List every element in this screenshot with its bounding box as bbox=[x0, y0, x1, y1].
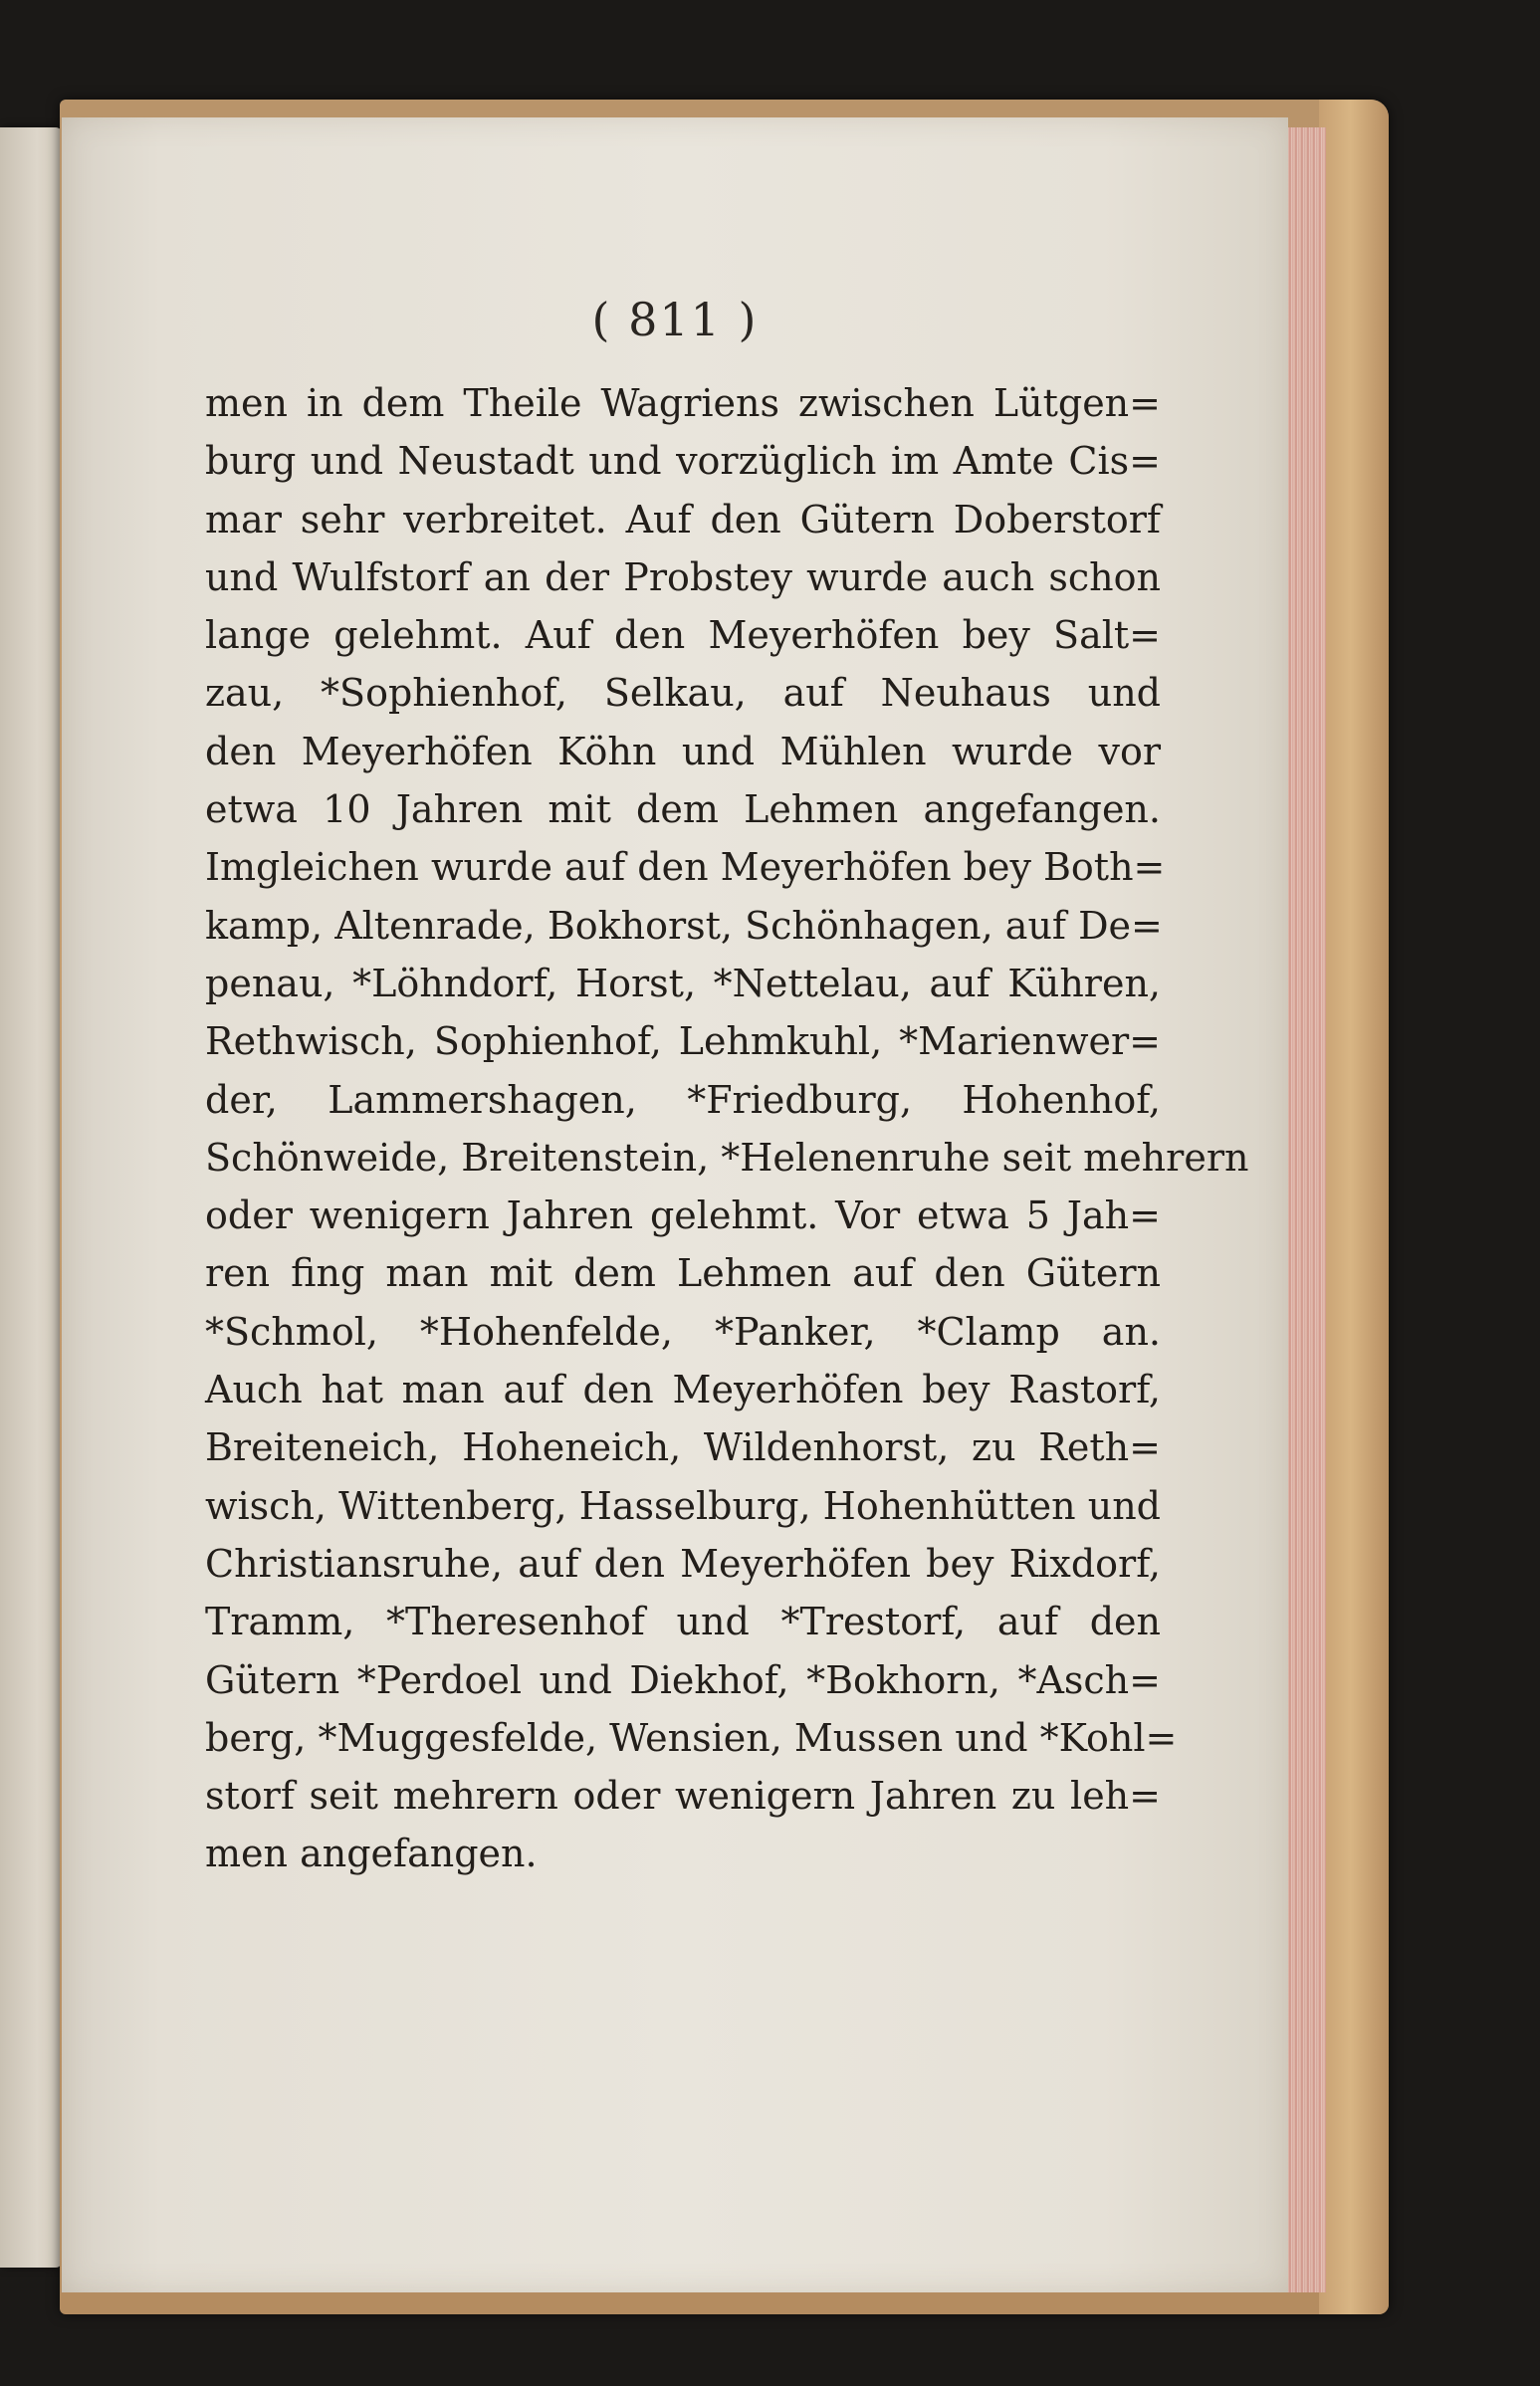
text-line: men angefangen. bbox=[205, 1832, 538, 1876]
text-line: Tramm, *Theresenhof und *Trestorf, auf den bbox=[205, 1600, 1161, 1644]
text-line: Breiteneich, Hoheneich, Wildenhorst, zu Reth= bbox=[205, 1425, 1161, 1470]
text-line: Imgleichen wurde auf den Meyerhöfen bey Both= bbox=[205, 845, 1166, 890]
text-line: men in dem Theile Wagriens zwischen Lütgen= bbox=[205, 381, 1161, 425]
text-line: mar sehr verbreitet. Auf den Gütern Doberstorf bbox=[205, 497, 1161, 542]
text-line: Auch hat man auf den Meyerhöfen bey Rastorf, bbox=[205, 1368, 1161, 1412]
text-line: und Wulfstorf an der Probstey wurde auch schon bbox=[205, 554, 1161, 599]
cover-edge bbox=[1319, 100, 1389, 2314]
text-line: zau, *Sophienhof, Selkau, auf Neuhaus und bbox=[205, 671, 1161, 716]
book-page bbox=[62, 117, 1288, 2292]
page-number-header: ( 811 ) bbox=[591, 293, 759, 346]
text-line: den Meyerhöfen Köhn und Mühlen wurde vor bbox=[205, 729, 1161, 773]
text-line: wisch, Wittenberg, Hasselburg, Hohenhütten und bbox=[205, 1483, 1161, 1528]
text-line: etwa 10 Jahren mit dem Lehmen angefangen. bbox=[205, 787, 1161, 832]
left-page-edge bbox=[0, 127, 62, 2268]
text-line: burg und Neustadt und vorzüglich im Amte Cis= bbox=[205, 439, 1161, 484]
text-line: oder wenigern Jahren gelehmt. Vor etwa 5 Jah= bbox=[205, 1193, 1161, 1238]
text-line: Christiansruhe, auf den Meyerhöfen bey Rixdorf, bbox=[205, 1541, 1161, 1586]
text-line: *Schmol, *Hohenfelde, *Panker, *Clamp an. bbox=[205, 1309, 1161, 1354]
text-line: Rethwisch, Sophienhof, Lehmkuhl, *Marienwer= bbox=[205, 1019, 1161, 1064]
speckled-page-edges bbox=[1286, 127, 1326, 2292]
body-text bbox=[205, 374, 1249, 1883]
text-line: lange gelehmt. Auf den Meyerhöfen bey Salt= bbox=[205, 613, 1161, 658]
text-line: penau, *Löhndorf, Horst, *Nettelau, auf Kühren, bbox=[205, 961, 1161, 1005]
text-line: Schönweide, Breitenstein, *Helenenruhe seit mehrern bbox=[205, 1135, 1249, 1180]
text-line: ren fing man mit dem Lehmen auf den Gütern bbox=[205, 1251, 1161, 1296]
text-line: Gütern *Perdoel und Diekhof, *Bokhorn, *Asch= bbox=[205, 1657, 1161, 1702]
text-line: berg, *Muggesfelde, Wensien, Mussen und *Kohl= bbox=[205, 1715, 1178, 1760]
text-line: kamp, Altenrade, Bokhorst, Schönhagen, auf De= bbox=[205, 903, 1163, 948]
text-line: storf seit mehrern oder wenigern Jahren zu leh= bbox=[205, 1774, 1161, 1819]
text-line: der, Lammershagen, *Friedburg, Hohenhof, bbox=[205, 1077, 1161, 1122]
